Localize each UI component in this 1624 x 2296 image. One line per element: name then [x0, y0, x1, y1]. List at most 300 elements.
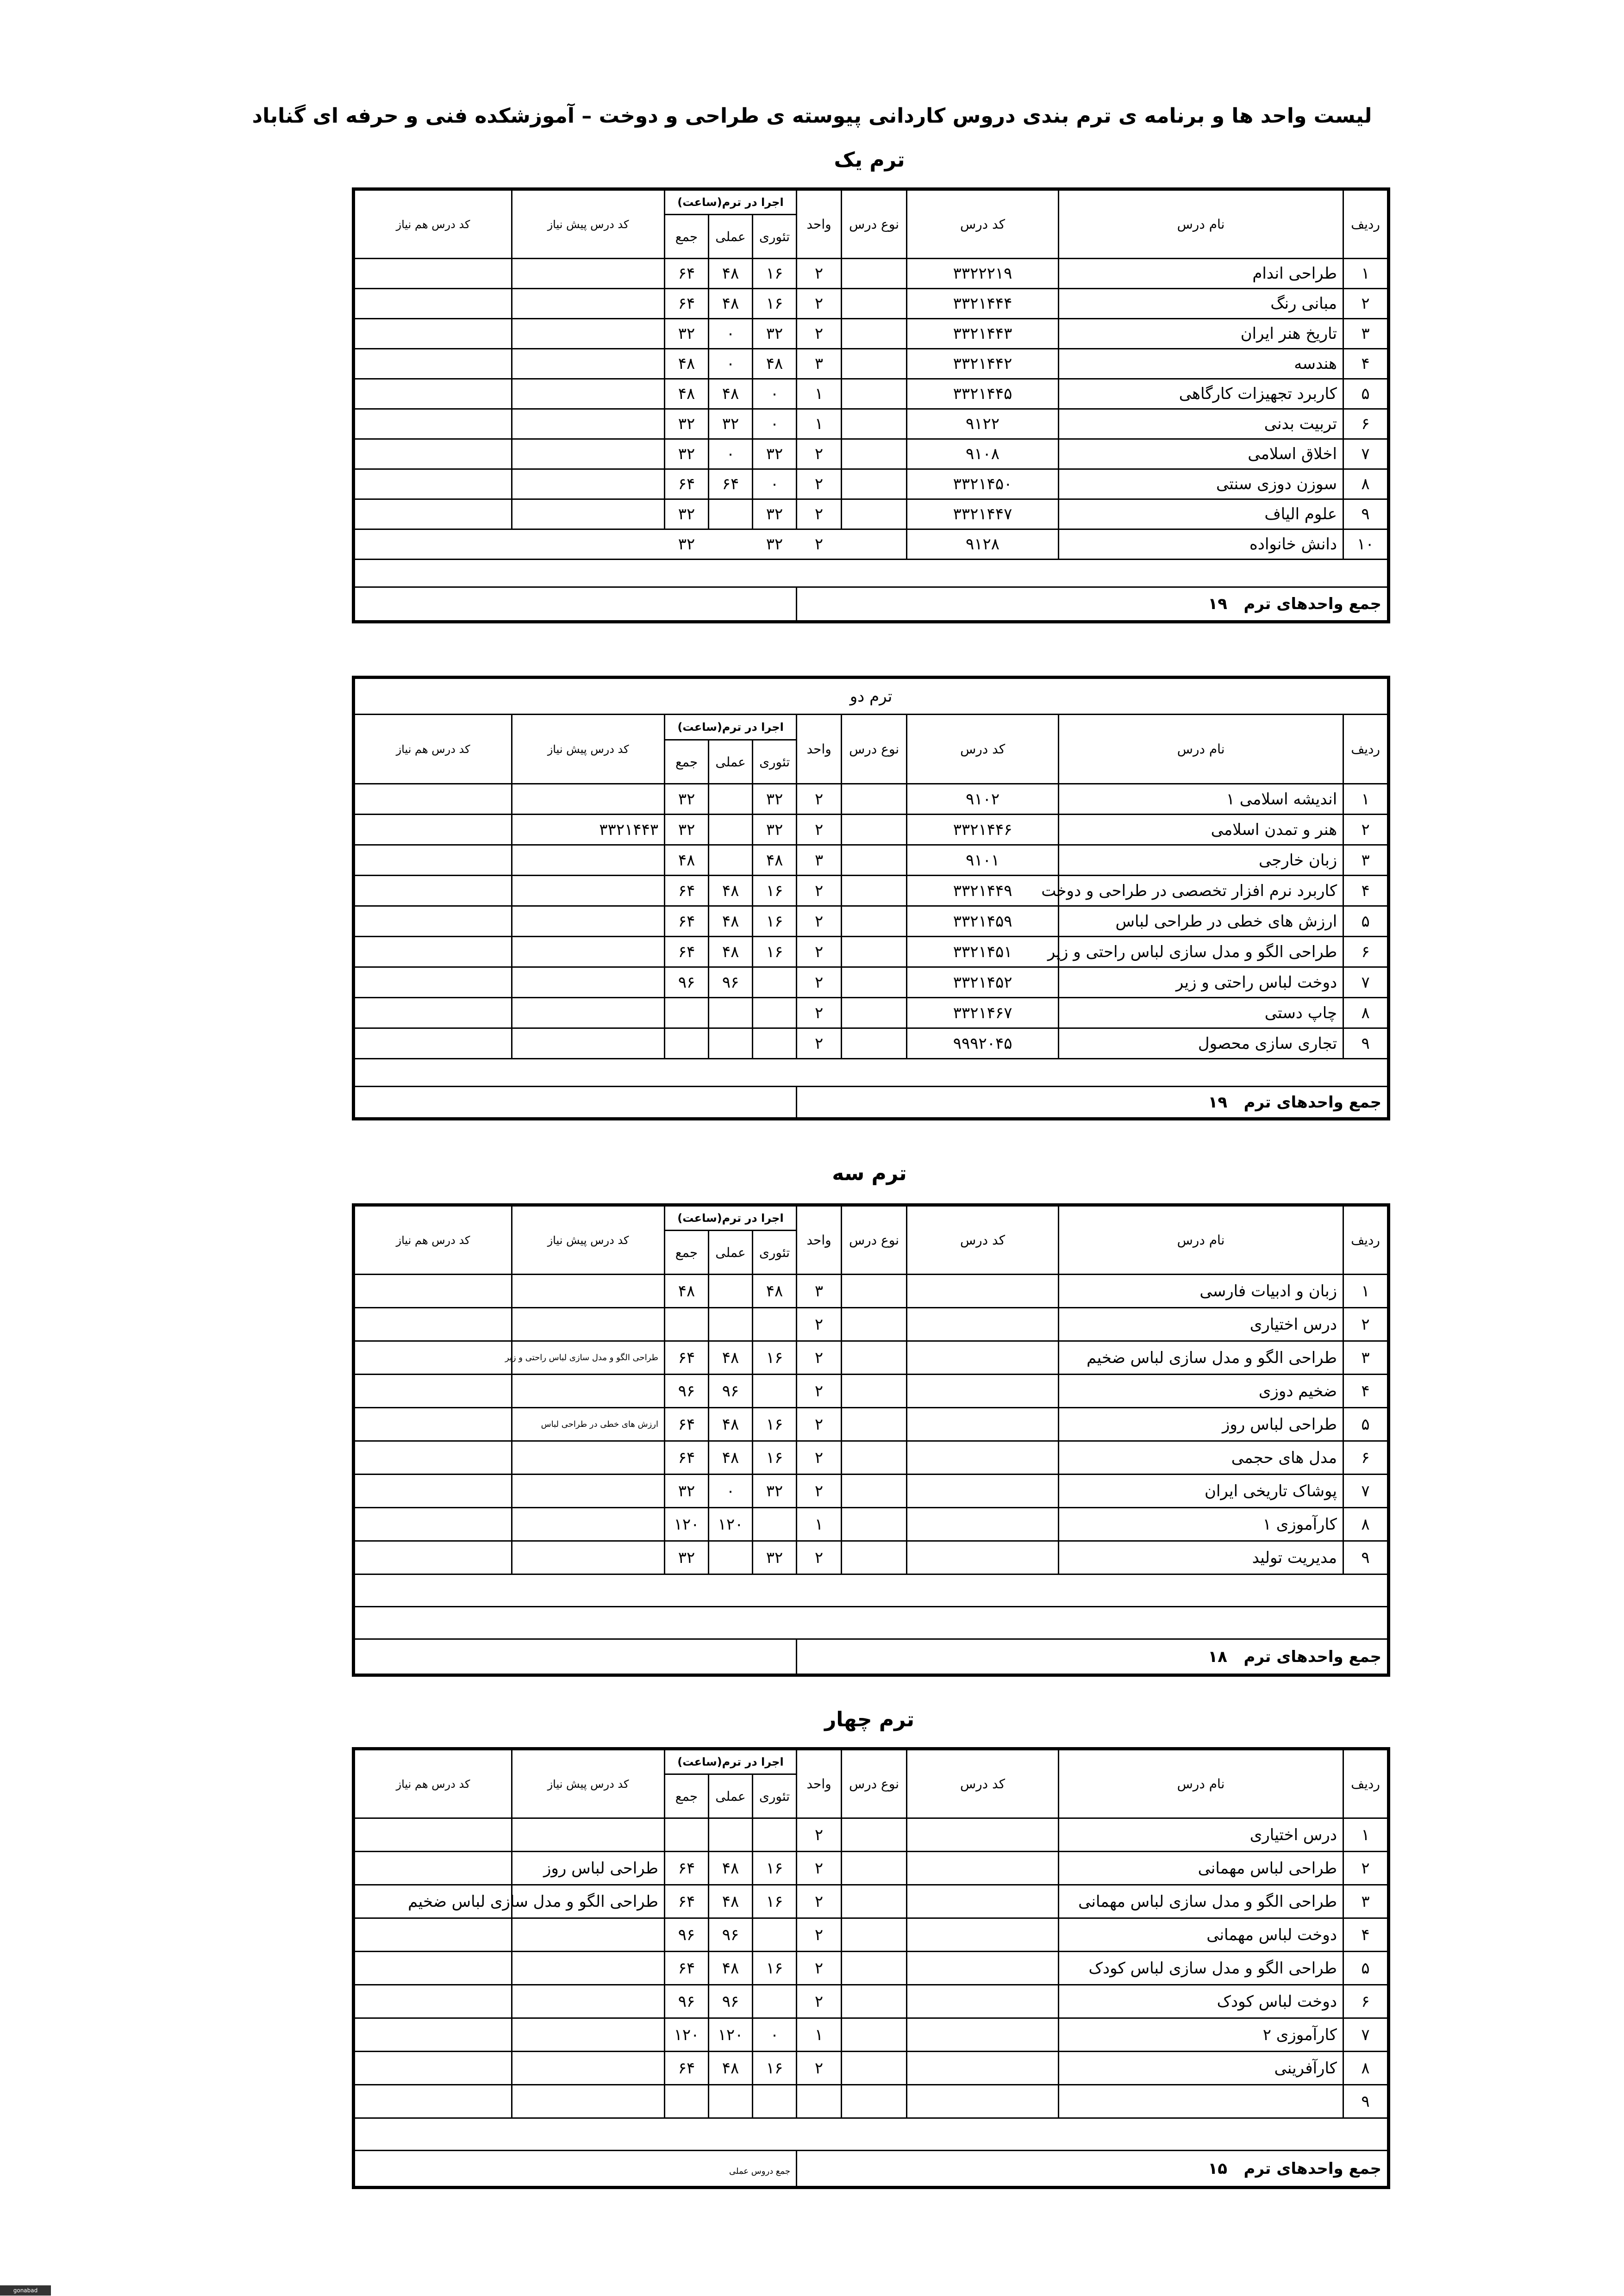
- row-number: ۲: [1343, 815, 1389, 845]
- course-practical: [709, 1308, 753, 1341]
- course-prereq: [512, 1918, 665, 1952]
- course-code: ۹۱۰۱: [907, 845, 1059, 876]
- course-practical: [709, 815, 753, 845]
- header-theory: تئوری: [753, 1231, 797, 1275]
- row-number: ۵: [1343, 379, 1389, 409]
- course-prereq: [512, 937, 665, 967]
- table-row: [354, 259, 1389, 289]
- header-exec: اجرا در ترم(ساعت): [665, 189, 797, 215]
- course-prereq: [512, 2085, 665, 2118]
- course-theory: ۳۲: [753, 439, 797, 469]
- course-practical: ۴۸: [709, 1852, 753, 1885]
- course-prereq: ۳۳۲۱۴۴۳: [512, 815, 665, 845]
- course-unit: ۲: [797, 967, 842, 998]
- term-total: [797, 1087, 1389, 1119]
- course-name: طراحی الگو و مدل سازی لباس ضخیم: [1059, 1341, 1343, 1375]
- course-prereq: [512, 967, 665, 998]
- row-number: ۸: [1343, 998, 1389, 1028]
- row-number: ۵: [1343, 906, 1389, 937]
- header-practical: عملی: [709, 740, 753, 784]
- course-type: [842, 499, 907, 529]
- course-practical: ۰: [709, 319, 753, 349]
- course-coreq: [354, 469, 512, 499]
- table-row: [354, 1275, 1389, 1308]
- header-coreq: کد درس هم نیاز: [354, 1205, 512, 1275]
- course-name: کارآموزی ۲: [1059, 2018, 1343, 2052]
- row-number: ۴: [1343, 1375, 1389, 1408]
- table-row: [354, 1541, 1389, 1574]
- course-prereq: [512, 784, 665, 815]
- course-coreq: [354, 1918, 512, 1952]
- course-coreq: [354, 1508, 512, 1541]
- course-coreq: [354, 349, 512, 379]
- header-type: نوع درس: [842, 1749, 907, 1818]
- header-code: کد درس: [907, 715, 1059, 784]
- course-prereq: [512, 845, 665, 876]
- term-total-label: جمع واحدهای ترم: [1243, 595, 1381, 613]
- course-name: مدیریت تولید: [1059, 1541, 1343, 1574]
- course-code: [907, 1375, 1059, 1408]
- course-sum: ۶۴: [665, 1341, 709, 1375]
- row-number: ۹: [1343, 2085, 1389, 2118]
- course-unit: ۲: [797, 469, 842, 499]
- course-type: [842, 379, 907, 409]
- course-sum: ۳۲: [665, 1475, 709, 1508]
- course-theory: ۰: [753, 2018, 797, 2052]
- course-unit: ۲: [797, 1852, 842, 1885]
- course-unit: ۲: [797, 1985, 842, 2018]
- course-name: طراحی لباس روز: [1059, 1408, 1343, 1441]
- course-unit: ۲: [797, 259, 842, 289]
- course-name: کارآفرینی: [1059, 2052, 1343, 2085]
- course-theory: [753, 1308, 797, 1341]
- term-total-value: ۱۸: [1208, 1647, 1228, 1666]
- course-practical: ۴۸: [709, 937, 753, 967]
- course-theory: ۳۲: [753, 815, 797, 845]
- course-code: ۳۳۲۱۴۴۳: [907, 319, 1059, 349]
- table-row: [354, 1028, 1389, 1059]
- course-sum: ۳۲: [665, 815, 709, 845]
- course-prereq: [512, 1508, 665, 1541]
- table-row: [354, 2085, 1389, 2118]
- header-unit: واحد: [797, 1205, 842, 1275]
- row-number: ۴: [1343, 349, 1389, 379]
- table-row: [354, 499, 1389, 529]
- course-name: ارزش های خطی در طراحی لباس: [1059, 906, 1343, 937]
- course-name: تربیت بدنی: [1059, 409, 1343, 439]
- course-coreq: [354, 289, 512, 319]
- course-unit: ۱: [797, 2018, 842, 2052]
- course-unit: ۲: [797, 1341, 842, 1375]
- course-theory: ۱۶: [753, 1441, 797, 1475]
- table-row: [354, 1852, 1389, 1885]
- footer-label: gonabad: [0, 2285, 51, 2296]
- course-prereq: [512, 1952, 665, 1985]
- course-code: [907, 1408, 1059, 1441]
- course-coreq: [354, 2052, 512, 2085]
- header-unit: واحد: [797, 715, 842, 784]
- course-coreq: [354, 815, 512, 845]
- course-sum: ۳۲: [665, 319, 709, 349]
- course-prereq: ارزش های خطی در طراحی لباس: [512, 1408, 665, 1441]
- row-number: ۷: [1343, 1475, 1389, 1508]
- header-type: نوع درس: [842, 189, 907, 259]
- term-4-table: [352, 1747, 1390, 2189]
- course-prereq: [512, 998, 665, 1028]
- term-total-value: ۱۹: [1208, 595, 1228, 613]
- course-sum: ۱۲۰: [665, 2018, 709, 2052]
- course-code: ۳۳۲۱۴۴۹: [907, 876, 1059, 906]
- course-coreq: [354, 1952, 512, 1985]
- course-coreq: [354, 845, 512, 876]
- course-theory: ۳۲: [753, 784, 797, 815]
- course-practical: ۰: [709, 349, 753, 379]
- course-code: ۹۹۹۲۰۴۵: [907, 1028, 1059, 1059]
- course-coreq: [354, 784, 512, 815]
- course-type: [842, 1275, 907, 1308]
- course-prereq: طراحی الگو و مدل سازی لباس ضخیم: [512, 1885, 665, 1918]
- course-name: تاریخ هنر ایران: [1059, 319, 1343, 349]
- course-coreq: [354, 1275, 512, 1308]
- course-name: تجاری سازی محصول: [1059, 1028, 1343, 1059]
- course-coreq: [354, 2018, 512, 2052]
- course-type: [842, 876, 907, 906]
- course-theory: ۱۶: [753, 289, 797, 319]
- course-name: درس اختیاری: [1059, 1818, 1343, 1852]
- blank-row: [354, 1607, 1389, 1639]
- course-coreq: [354, 2085, 512, 2118]
- course-code: ۳۳۲۱۴۴۲: [907, 349, 1059, 379]
- course-sum: ۶۴: [665, 906, 709, 937]
- course-name: دوخت لباس راحتی و زیر: [1059, 967, 1343, 998]
- course-unit: ۲: [797, 529, 842, 560]
- term-total: [797, 587, 1389, 622]
- course-type: [842, 815, 907, 845]
- course-practical: [709, 1818, 753, 1852]
- course-unit: ۲: [797, 439, 842, 469]
- header-coreq: کد درس هم نیاز: [354, 189, 512, 259]
- course-code: ۳۳۲۱۴۵۱: [907, 937, 1059, 967]
- course-name: طراحی الگو و مدل سازی لباس راحتی و زیر: [1059, 937, 1343, 967]
- table-row: [354, 1918, 1389, 1952]
- course-name: اخلاق اسلامی: [1059, 439, 1343, 469]
- course-name: کارآموزی ۱: [1059, 1508, 1343, 1541]
- course-code: ۳۳۲۱۴۴۵: [907, 379, 1059, 409]
- course-theory: [753, 2085, 797, 2118]
- course-unit: ۲: [797, 319, 842, 349]
- course-practical: ۴۸: [709, 1441, 753, 1475]
- course-type: [842, 409, 907, 439]
- course-prereq: [512, 1028, 665, 1059]
- course-code: ۳۳۲۱۴۶۷: [907, 998, 1059, 1028]
- course-unit: ۲: [797, 1028, 842, 1059]
- blank-row: [354, 1574, 1389, 1607]
- course-practical: [709, 845, 753, 876]
- course-practical: ۹۶: [709, 967, 753, 998]
- course-sum: ۶۴: [665, 1885, 709, 1918]
- term-1-title: ترم یک: [834, 148, 905, 172]
- table-row: [354, 349, 1389, 379]
- course-practical: ۴۸: [709, 379, 753, 409]
- row-number: ۹: [1343, 499, 1389, 529]
- course-code: [907, 1952, 1059, 1985]
- course-unit: ۲: [797, 2052, 842, 2085]
- course-unit: ۲: [797, 1885, 842, 1918]
- course-theory: ۱۶: [753, 2052, 797, 2085]
- term-4-title: ترم چهار: [824, 1708, 915, 1731]
- course-sum: ۴۸: [665, 845, 709, 876]
- header-code: کد درس: [907, 189, 1059, 259]
- course-practical: ۴۸: [709, 1952, 753, 1985]
- blank-row: [354, 1059, 1389, 1087]
- course-prereq: [512, 409, 665, 439]
- course-code: ۹۱۰۲: [907, 784, 1059, 815]
- course-type: [842, 469, 907, 499]
- course-theory: ۱۶: [753, 1852, 797, 1885]
- course-sum: [665, 2085, 709, 2118]
- table-row: [354, 379, 1389, 409]
- row-number: ۱۰: [1343, 529, 1389, 560]
- course-practical: ۹۶: [709, 1918, 753, 1952]
- course-coreq: [354, 1341, 512, 1375]
- row-number: ۸: [1343, 2052, 1389, 2085]
- course-code: ۳۳۲۱۴۴۶: [907, 815, 1059, 845]
- course-coreq: [354, 1541, 512, 1574]
- course-unit: ۱: [797, 379, 842, 409]
- table-row: [354, 529, 1389, 560]
- course-theory: [753, 967, 797, 998]
- course-theory: ۱۶: [753, 937, 797, 967]
- course-unit: ۲: [797, 499, 842, 529]
- course-type: [842, 1541, 907, 1574]
- header-exec: اجرا در ترم(ساعت): [665, 715, 797, 740]
- course-sum: ۶۴: [665, 469, 709, 499]
- course-type: [842, 1408, 907, 1441]
- course-code: [907, 1985, 1059, 2018]
- course-sum: ۹۶: [665, 1918, 709, 1952]
- course-unit: ۲: [797, 998, 842, 1028]
- header-code: کد درس: [907, 1205, 1059, 1275]
- table-row: [354, 1308, 1389, 1341]
- header-row: ردیف: [1343, 1749, 1389, 1818]
- course-prereq: [512, 289, 665, 319]
- course-name: دوخت لباس مهمانی: [1059, 1918, 1343, 1952]
- course-type: [842, 906, 907, 937]
- header-code: کد درس: [907, 1749, 1059, 1818]
- course-theory: ۰: [753, 469, 797, 499]
- course-theory: ۳۲: [753, 1541, 797, 1574]
- course-sum: ۹۶: [665, 1375, 709, 1408]
- term-total-label: جمع واحدهای ترم: [1243, 2159, 1381, 2178]
- table-row: [354, 1441, 1389, 1475]
- course-code: [907, 1341, 1059, 1375]
- course-code: [907, 1818, 1059, 1852]
- header-unit: واحد: [797, 189, 842, 259]
- course-practical: ۴۸: [709, 906, 753, 937]
- table-row: [354, 784, 1389, 815]
- row-number: ۱: [1343, 784, 1389, 815]
- row-number: ۹: [1343, 1028, 1389, 1059]
- course-sum: [665, 1818, 709, 1852]
- course-theory: [753, 1918, 797, 1952]
- course-coreq: [354, 998, 512, 1028]
- course-coreq: [354, 319, 512, 349]
- course-practical: ۶۴: [709, 469, 753, 499]
- course-type: [842, 1441, 907, 1475]
- course-name: پوشاک تاریخی ایران: [1059, 1475, 1343, 1508]
- row-number: ۵: [1343, 1952, 1389, 1985]
- table-row: [354, 1885, 1389, 1918]
- header-name: نام درس: [1059, 189, 1343, 259]
- header-row: ردیف: [1343, 189, 1389, 259]
- course-sum: ۴۸: [665, 349, 709, 379]
- course-coreq: [354, 937, 512, 967]
- header-type: نوع درس: [842, 1205, 907, 1275]
- table-row: [354, 2052, 1389, 2085]
- course-prereq: [512, 1441, 665, 1475]
- header-practical: عملی: [709, 1231, 753, 1275]
- course-code: [907, 1918, 1059, 1952]
- table-row: [354, 1375, 1389, 1408]
- course-unit: ۱: [797, 1508, 842, 1541]
- course-name: کاربرد تجهیزات کارگاهی: [1059, 379, 1343, 409]
- header-row: ردیف: [1343, 715, 1389, 784]
- course-unit: ۳: [797, 349, 842, 379]
- course-type: [842, 439, 907, 469]
- table-row: [354, 906, 1389, 937]
- course-coreq: [354, 1852, 512, 1885]
- course-unit: ۳: [797, 845, 842, 876]
- course-unit: ۲: [797, 1918, 842, 1952]
- table-row: [354, 289, 1389, 319]
- course-practical: [709, 1275, 753, 1308]
- course-type: [842, 1508, 907, 1541]
- course-code: ۳۳۲۲۲۱۹: [907, 259, 1059, 289]
- table-row: [354, 1952, 1389, 1985]
- course-coreq: [354, 409, 512, 439]
- course-name: [1059, 2085, 1343, 2118]
- term-1-table: [352, 187, 1390, 623]
- course-name: طراحی الگو و مدل سازی لباس کودک: [1059, 1952, 1343, 1985]
- course-coreq: [354, 906, 512, 937]
- course-practical: ۴۸: [709, 289, 753, 319]
- row-number: ۶: [1343, 1985, 1389, 2018]
- table-row: [354, 1408, 1389, 1441]
- course-type: [842, 967, 907, 998]
- course-practical: [709, 2085, 753, 2118]
- course-theory: ۳۲: [753, 1475, 797, 1508]
- course-theory: ۱۶: [753, 1408, 797, 1441]
- course-practical: [709, 499, 753, 529]
- blank-row: [354, 2118, 1389, 2151]
- header-sum: جمع: [665, 1774, 709, 1818]
- row-number: ۴: [1343, 1918, 1389, 1952]
- course-theory: ۰: [753, 409, 797, 439]
- header-practical: عملی: [709, 1774, 753, 1818]
- row-number: ۶: [1343, 937, 1389, 967]
- table-row: [354, 439, 1389, 469]
- course-type: [842, 319, 907, 349]
- course-type: [842, 1028, 907, 1059]
- course-practical: ۹۶: [709, 1985, 753, 2018]
- course-code: [907, 1885, 1059, 1918]
- table-row: [354, 845, 1389, 876]
- course-theory: ۴۸: [753, 1275, 797, 1308]
- course-name: کاربرد نرم افزار تخصصی در طراحی و دوخت: [1059, 876, 1343, 906]
- row-number: ۱: [1343, 1818, 1389, 1852]
- course-unit: ۲: [797, 289, 842, 319]
- course-unit: ۳: [797, 1275, 842, 1308]
- course-coreq: [354, 1441, 512, 1475]
- course-practical: ۱۲۰: [709, 2018, 753, 2052]
- header-prereq: کد درس پیش نیاز: [512, 1205, 665, 1275]
- course-theory: [753, 1375, 797, 1408]
- course-prereq: [512, 2052, 665, 2085]
- course-coreq: [354, 1028, 512, 1059]
- course-code: [907, 2085, 1059, 2118]
- row-number: ۲: [1343, 1308, 1389, 1341]
- course-sum: ۶۴: [665, 1441, 709, 1475]
- course-sum: [665, 998, 709, 1028]
- row-number: ۸: [1343, 1508, 1389, 1541]
- blank-row: [354, 560, 1389, 587]
- course-prereq: [512, 379, 665, 409]
- course-practical: ۴۸: [709, 2052, 753, 2085]
- row-number: ۲: [1343, 289, 1389, 319]
- header-sum: جمع: [665, 740, 709, 784]
- course-name: ضخیم دوزی: [1059, 1375, 1343, 1408]
- term-total-value: ۱۵: [1208, 2159, 1228, 2178]
- course-theory: [753, 1818, 797, 1852]
- term-2-title: ترم دو: [354, 678, 1389, 715]
- course-unit: [797, 2085, 842, 2118]
- course-code: ۳۳۲۱۴۴۷: [907, 499, 1059, 529]
- row-number: ۱: [1343, 1275, 1389, 1308]
- course-coreq: [354, 876, 512, 906]
- course-theory: ۱۶: [753, 1341, 797, 1375]
- course-type: [842, 289, 907, 319]
- course-sum: ۳۲: [665, 409, 709, 439]
- course-sum: ۶۴: [665, 876, 709, 906]
- course-practical: ۰: [709, 439, 753, 469]
- term-3-title: ترم سه: [832, 1162, 907, 1185]
- course-sum: [665, 1308, 709, 1341]
- table-row: [354, 998, 1389, 1028]
- course-coreq: [354, 439, 512, 469]
- course-prereq: [512, 319, 665, 349]
- course-unit: ۲: [797, 937, 842, 967]
- row-number: ۹: [1343, 1541, 1389, 1574]
- course-name: زبان و ادبیات فارسی: [1059, 1275, 1343, 1308]
- course-code: ۹۱۰۸: [907, 439, 1059, 469]
- header-sum: جمع: [665, 1231, 709, 1275]
- course-prereq: [512, 906, 665, 937]
- course-sum: ۶۴: [665, 937, 709, 967]
- course-name: هندسه: [1059, 349, 1343, 379]
- term-total-note: جمع دروس عملی: [729, 2166, 790, 2176]
- course-sum: ۶۴: [665, 289, 709, 319]
- course-prereq: [512, 259, 665, 289]
- header-prereq: کد درس پیش نیاز: [512, 1749, 665, 1818]
- course-name: مبانی رنگ: [1059, 289, 1343, 319]
- course-type: [842, 1818, 907, 1852]
- course-code: ۳۳۲۱۴۵۹: [907, 906, 1059, 937]
- header-exec: اجرا در ترم(ساعت): [665, 1205, 797, 1231]
- course-sum: ۳۲: [665, 499, 709, 529]
- course-coreq: [354, 1985, 512, 2018]
- course-type: [842, 2018, 907, 2052]
- course-unit: ۲: [797, 1541, 842, 1574]
